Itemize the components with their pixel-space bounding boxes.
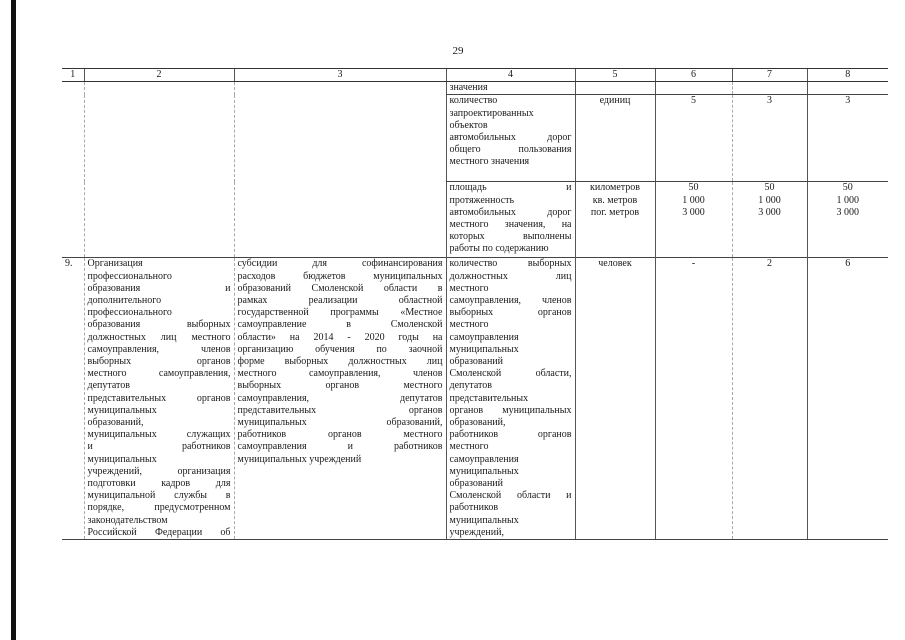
- indicator-continued: значения: [446, 82, 575, 95]
- values-2014-roads: 50 1 000 3 000: [655, 182, 732, 258]
- table-row-9: [62, 258, 888, 540]
- values-2016-roads: 50 1 000 3 000: [807, 182, 888, 258]
- left-binding-bar: [11, 0, 16, 640]
- table-row-indicator-objects: [62, 95, 888, 182]
- row-number: 9.: [62, 258, 84, 540]
- units-roads: километров кв. метров пог. метров: [575, 182, 655, 258]
- col-header-1: 1: [62, 69, 84, 82]
- value-2014-objects: 5: [655, 95, 732, 182]
- col-header-8: 8: [807, 69, 888, 82]
- value-2014-persons: -: [655, 258, 732, 540]
- col-header-4: 4: [446, 69, 575, 82]
- col-header-2: 2: [84, 69, 234, 82]
- indicator-objects: количество запроектированных объектов автомобильных дорог общего пользования местного значения: [446, 95, 575, 182]
- value-2015-objects: 3: [732, 95, 807, 182]
- unit-persons: человек: [575, 258, 655, 540]
- values-2015-roads: 50 1 000 3 000: [732, 182, 807, 258]
- col-header-5: 5: [575, 69, 655, 82]
- page-number: 29: [452, 45, 464, 57]
- indicator-roads: площадь и протяженность автомобильных дорог местного значения, на которых выполнены работы по содержанию: [446, 182, 575, 258]
- col-header-6: 6: [655, 69, 732, 82]
- funding-description: субсидии для софинансирования расходов бюджетов муниципальных образований Смоленской области в рамках реализации областной государственной программы «Местное самоуправление в Смоленской области» на 2014 - 2020 годы на организацию обучения по заочной форме выборных должностных лиц местного самоуправления, членов выборных органов местного самоуправления, депутатов представительных органов муниципальных образований, работников органов местного самоуправления и работников муниципальных учреждений: [234, 258, 446, 540]
- table-row-indicator-roads: [62, 182, 888, 258]
- value-2015-persons: 2: [732, 258, 807, 540]
- unit-objects: единиц: [575, 95, 655, 182]
- program-table: [62, 68, 888, 540]
- col-header-3: 3: [234, 69, 446, 82]
- activity-description: Организация профессионального образования и дополнительного профессионального образования выборных должностных лиц местного самоуправления, членов выборных органов местного самоуправления, депутатов представительных органов муниципальных образований, муниципальных служащих и работников муниципальных учреждений, организация подготовки кадров для муниципальной службы в порядке, предусмотренном законодательством Российской Федерации об: [84, 258, 234, 540]
- value-2016-persons: 6: [807, 258, 888, 540]
- col-header-7: 7: [732, 69, 807, 82]
- indicator-trained-persons: количество выборных должностных лиц местного самоуправления, членов выборных органов местного самоуправления муниципальных образований Смоленской области, депутатов представительных органов муниципальных образований, работников органов местного самоуправления муниципальных образований Смоленской области и работников муниципальных учреждений,: [446, 258, 575, 540]
- column-number-row: [62, 69, 888, 82]
- table-row-continued: [62, 82, 888, 95]
- value-2016-objects: 3: [807, 95, 888, 182]
